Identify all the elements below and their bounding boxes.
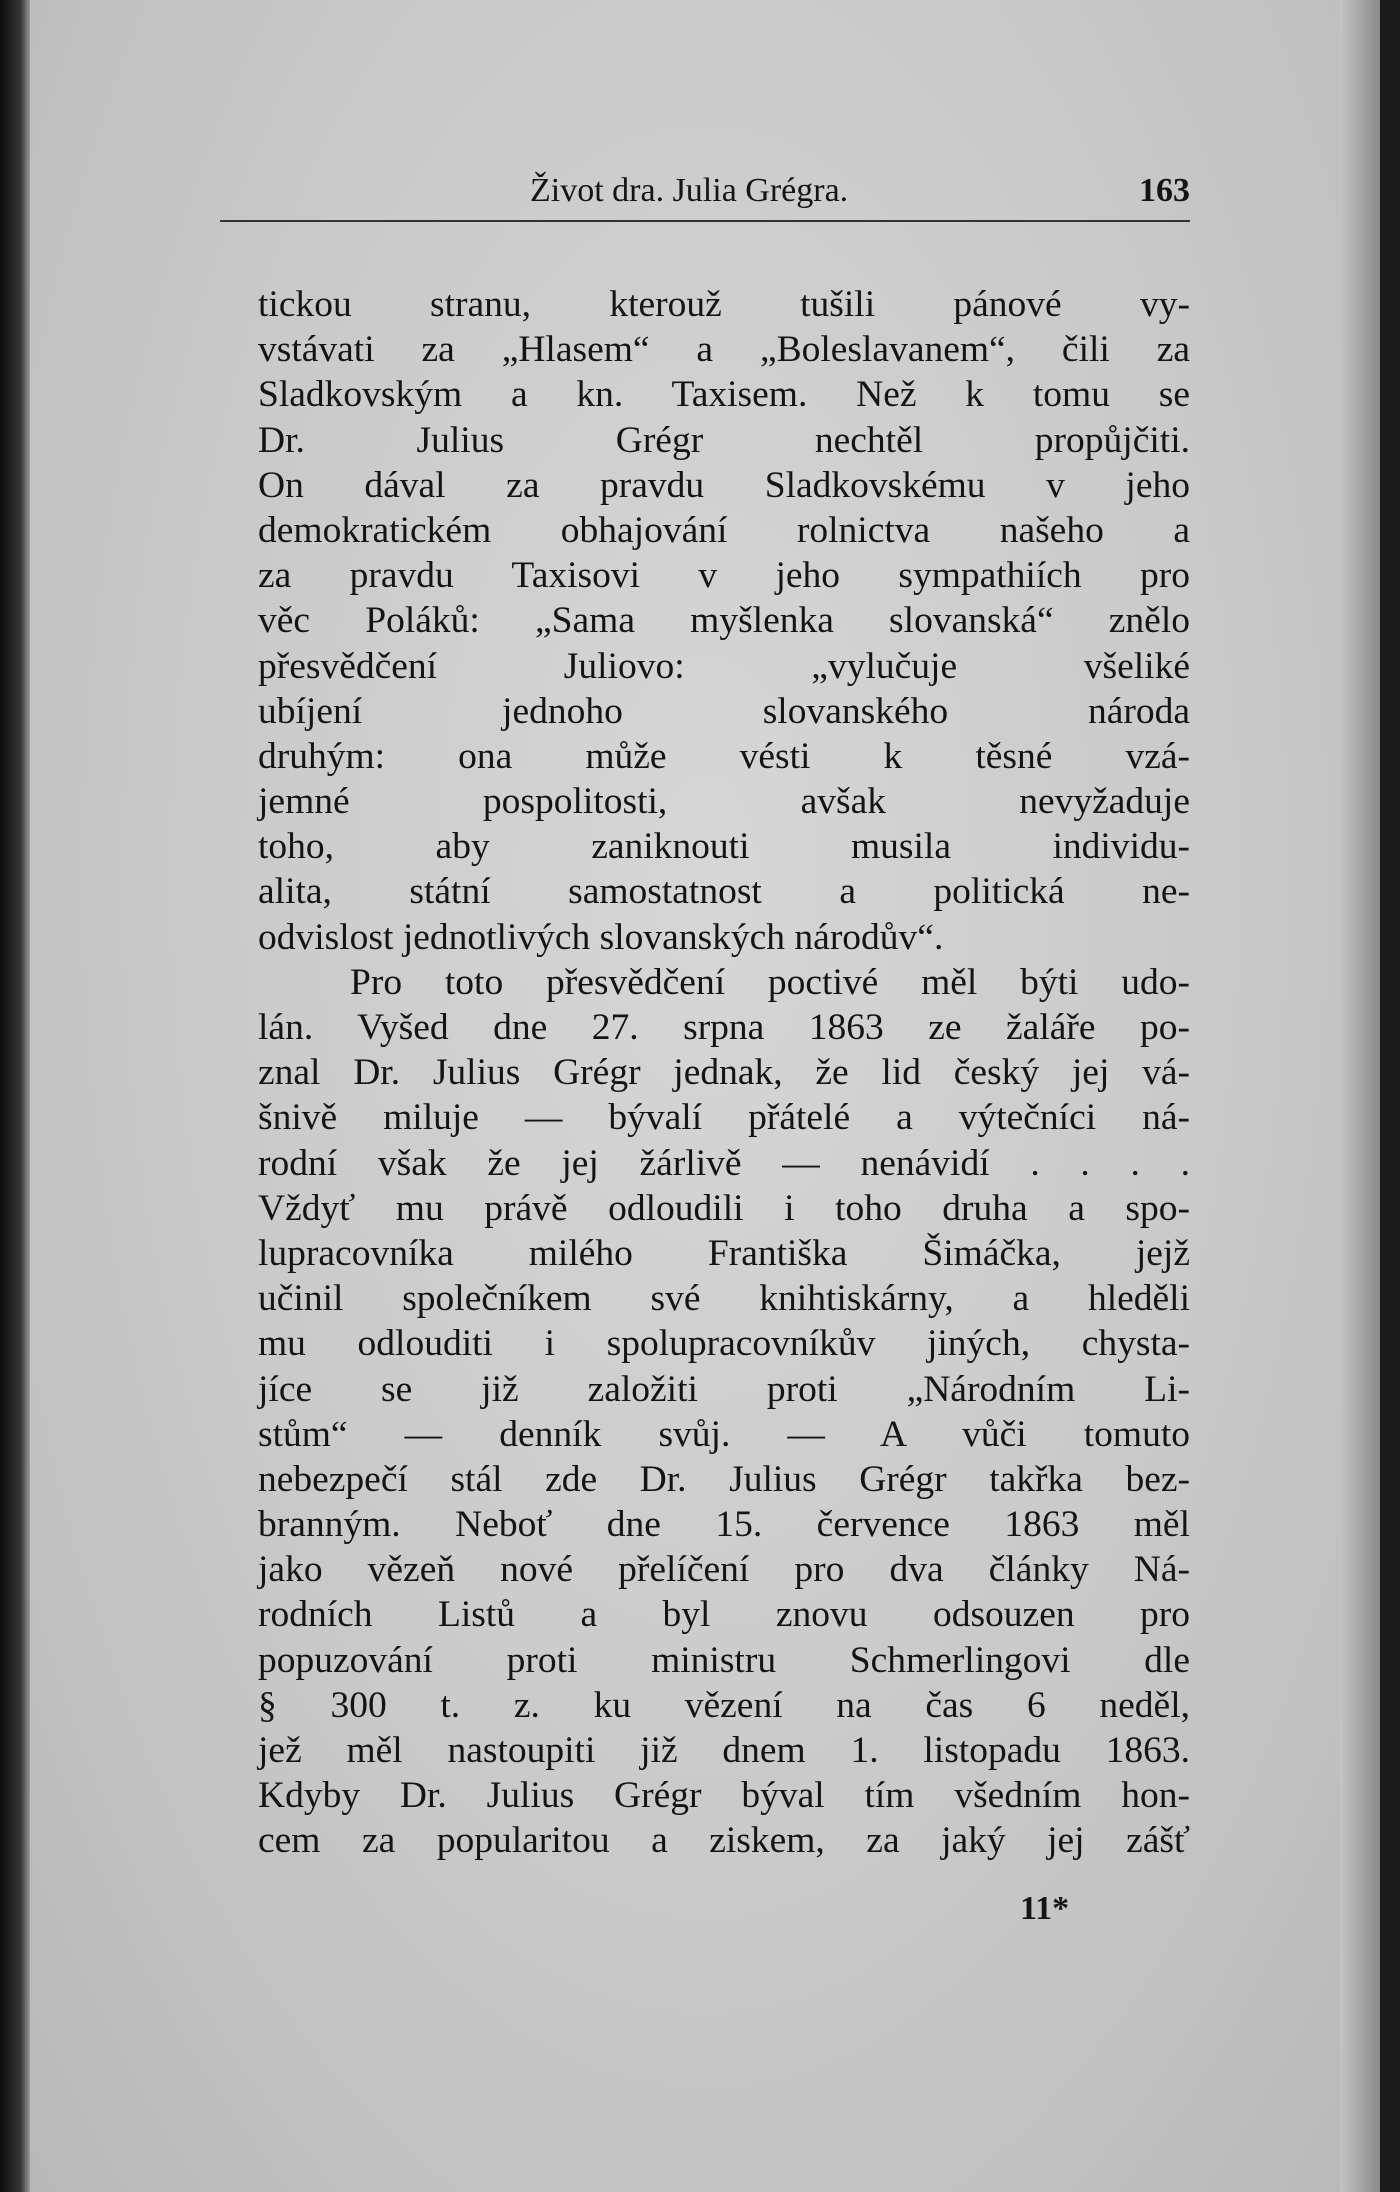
text-line: Kdyby Dr. Julius Grégr býval tím všedním hon-	[258, 1775, 1190, 1817]
text-line: rodních Listů a byl znovu odsouzen pro	[258, 1594, 1190, 1636]
text-line: popuzování proti ministru Schmerlingovi dle	[258, 1639, 1190, 1681]
text-line: demokratickém obhajování rolnictva našeho a	[258, 509, 1190, 551]
running-title: Život dra. Julia Grégra.	[530, 172, 849, 209]
text-line: toho, aby zaniknouti musila individu-	[258, 826, 1190, 868]
text-line: druhým: ona může vésti k těsné vzá-	[258, 735, 1190, 777]
text-line: ubíjení jednoho slovanského národa	[258, 690, 1190, 732]
text-line: § 300 t. z. ku vězení na čas 6 neděl,	[258, 1684, 1190, 1726]
page-number: 163	[1139, 172, 1190, 209]
text-line: nebezpečí stál zde Dr. Julius Grégr takřka bez-	[258, 1458, 1190, 1500]
body-text	[258, 282, 1190, 1864]
text-line: jako vězeň nové přelíčení pro dva články Ná-	[258, 1549, 1190, 1591]
text-line: tickou stranu, kterouž tušili pánové vy-	[258, 284, 1190, 325]
text-line: Pro toto přesvědčení poctivé měl býti udo-	[350, 961, 1190, 1003]
running-head	[510, 172, 1190, 218]
text-line: vstávati za „Hlasem“ a „Boleslavanem“, čili za	[258, 329, 1190, 371]
text-line: Vždyť mu právě odloudili i toho druha a spo-	[258, 1187, 1190, 1229]
text-line: věc Poláků: „Sama myšlenka slovanská“ znělo	[258, 600, 1190, 642]
text-line: lupracovníka milého Františka Šimáčka, jejž	[258, 1232, 1190, 1274]
text-line: Dr. Julius Grégr nechtěl propůjčiti.	[258, 419, 1190, 461]
text-line: znal Dr. Julius Grégr jednak, že lid český jej vá-	[258, 1052, 1190, 1094]
text-line: učinil společníkem své knihtiskárny, a hleděli	[258, 1278, 1190, 1320]
text-line: stům“ — denník svůj. — A vůči tomuto	[258, 1413, 1190, 1455]
text-line: jíce se již založiti proti „Národním Li-	[258, 1368, 1190, 1410]
text-line: alita, státní samostatnost a politická ne-	[258, 871, 1190, 913]
text-line: cem za popularitou a ziskem, za jaký jej zášť	[258, 1820, 1190, 1862]
text-line: jež měl nastoupiti již dnem 1. listopadu 1863.	[258, 1730, 1190, 1771]
text-line: přesvědčení Juliovo: „vylučuje všeliké	[258, 645, 1190, 687]
text-line: rodní však že jej žárlivě — nenávidí . . . .	[258, 1142, 1190, 1184]
text-line: za pravdu Taxisovi v jeho sympathiích pro	[258, 555, 1190, 597]
text-line: On dával za pravdu Sladkovskému v jeho	[258, 464, 1190, 506]
scan-right-edge	[1340, 0, 1380, 2192]
header-rule	[220, 220, 1190, 222]
text-line: mu odlouditi i spolupracovníkův jiných, chysta-	[258, 1323, 1190, 1365]
book-page	[30, 0, 1380, 2192]
scan-left-edge	[0, 0, 30, 2192]
signature-mark: 11*	[1020, 1890, 1070, 1927]
text-line: Sladkovským a kn. Taxisem. Než k tomu se	[258, 374, 1190, 416]
text-line: šnivě miluje — bývalí přátelé a výtečníci ná-	[258, 1097, 1190, 1139]
text-line: lán. Vyšed dne 27. srpna 1863 ze žaláře po-	[258, 1007, 1190, 1048]
text-line: odvislost jednotlivých slovanských národův“.	[258, 916, 944, 958]
text-line: jemné pospolitosti, avšak nevyžaduje	[258, 781, 1190, 823]
text-line: branným. Neboť dne 15. července 1863 měl	[258, 1504, 1190, 1546]
